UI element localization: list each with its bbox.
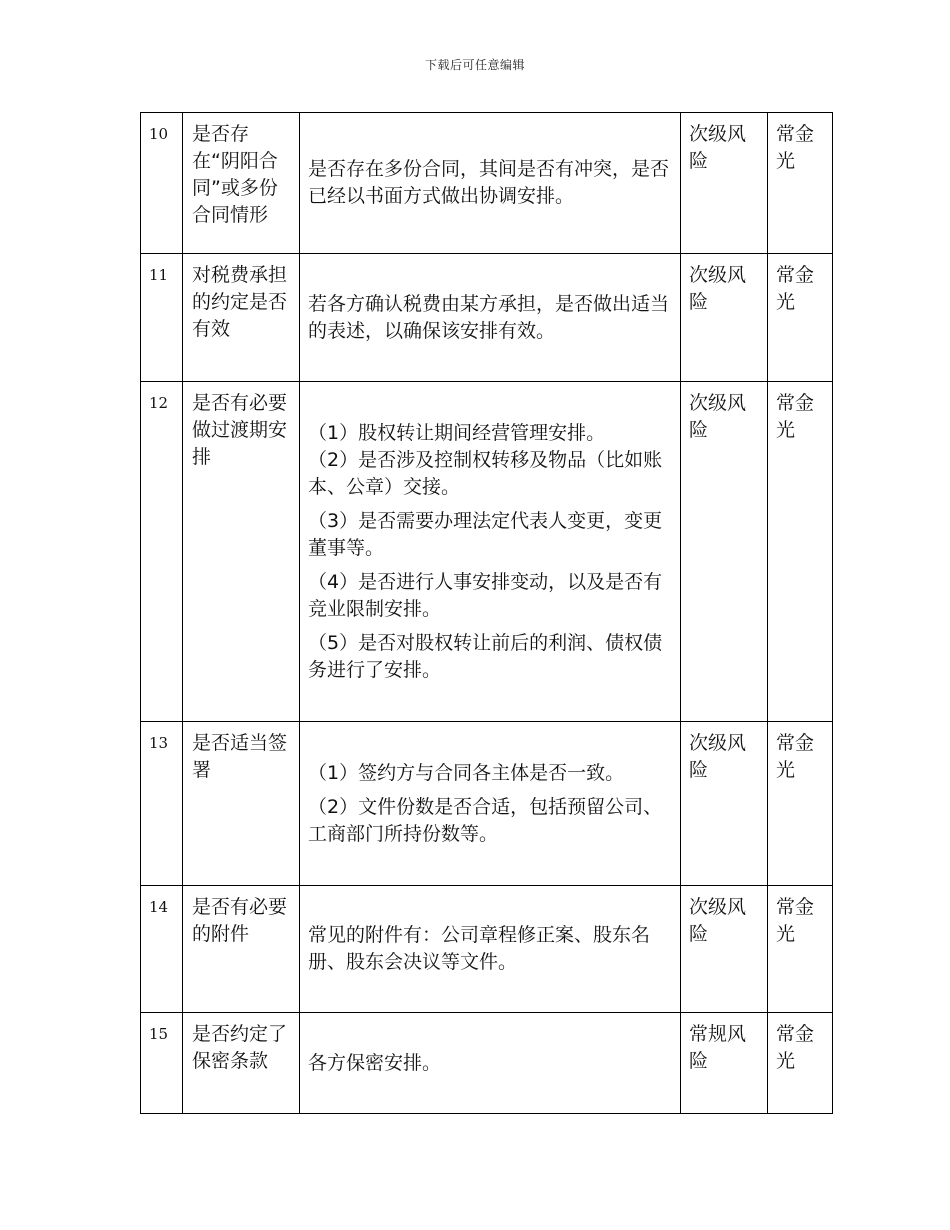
risk-checklist-table: [140, 112, 833, 1114]
table-row: [141, 1013, 833, 1114]
risk-level: 次级风险: [681, 382, 768, 722]
check-description: [300, 254, 681, 382]
description-line: （5）是否对股权转让前后的利润、债权债务进行了安排。: [308, 631, 663, 681]
row-number: 11: [141, 254, 183, 382]
risk-level: 次级风险: [681, 113, 768, 254]
row-number: 10: [141, 113, 183, 254]
check-item: 是否有必要的附件: [183, 886, 300, 1013]
check-item: 是否适当签署: [183, 722, 300, 886]
check-item: 是否约定了保密条款: [183, 1013, 300, 1114]
row-number: 12: [141, 382, 183, 722]
responsible-person: 常金光: [768, 113, 833, 254]
risk-level: 常规风险: [681, 1013, 768, 1114]
responsible-person: 常金光: [768, 886, 833, 1013]
risk-level: 次级风险: [681, 886, 768, 1013]
responsible-person: 常金光: [768, 1013, 833, 1114]
description-line: （4）是否进行人事安排变动，以及是否有竞业限制安排。: [308, 570, 663, 620]
description-line: 常见的附件有：公司章程修正案、股东名册、股东会决议等文件。: [308, 924, 651, 973]
risk-level: 次级风险: [681, 722, 768, 886]
description-line: （1）签约方与合同各主体是否一致。: [308, 761, 625, 784]
table-row: [141, 886, 833, 1013]
description-line: 若各方确认税费由某方承担，是否做出适当的表述，以确保该安排有效。: [308, 292, 670, 342]
check-description: [300, 113, 681, 254]
description-line: （2）是否涉及控制权转移及物品（比如账本、公章）交接。: [308, 448, 663, 498]
table-row: [141, 382, 833, 722]
description-line: （2）文件份数是否合适，包括预留公司、工商部门所持份数等。: [308, 795, 663, 845]
description-line: 各方保密安排。: [308, 1051, 442, 1074]
check-description: [300, 722, 681, 886]
description-line: 是否存在多份合同，其间是否有冲突，是否已经以书面方式做出协调安排。: [308, 158, 670, 207]
risk-level: 次级风险: [681, 254, 768, 382]
description-line: （1）股权转让期间经营管理安排。: [308, 421, 606, 444]
check-item: 是否有必要做过渡期安排: [183, 382, 300, 722]
table-row: [141, 722, 833, 886]
check-item: 对税费承担的约定是否有效: [183, 254, 300, 382]
row-number: 15: [141, 1013, 183, 1114]
row-number: 13: [141, 722, 183, 886]
check-description: [300, 382, 681, 722]
check-description: [300, 1013, 681, 1114]
check-description: [300, 886, 681, 1013]
description-line: （3）是否需要办理法定代表人变更，变更董事等。: [308, 509, 663, 559]
check-item: 是否存在“阴阳合同”或多份合同情形: [183, 113, 300, 254]
responsible-person: 常金光: [768, 254, 833, 382]
table-row: [141, 113, 833, 254]
page-header: 下载后可任意编辑: [424, 58, 525, 72]
responsible-person: 常金光: [768, 722, 833, 886]
row-number: 14: [141, 886, 183, 1013]
responsible-person: 常金光: [768, 382, 833, 722]
table-row: [141, 254, 833, 382]
